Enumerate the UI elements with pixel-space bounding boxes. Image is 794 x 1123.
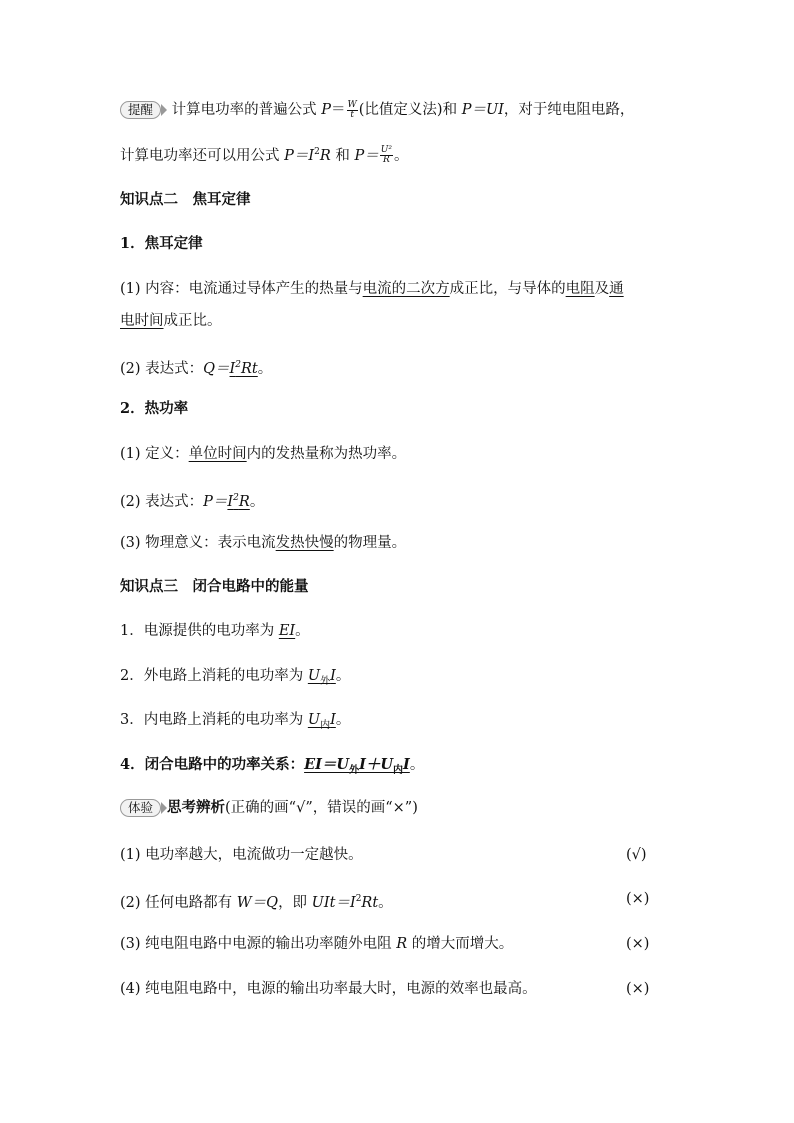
tip-text-e: 和 <box>330 147 355 164</box>
text: 。 <box>257 360 273 377</box>
formula-uit: UIt＝I <box>311 894 356 911</box>
formula-r: R <box>319 147 331 164</box>
exercise-item-3 <box>120 934 513 954</box>
formula-i: I <box>330 668 336 684</box>
tip-line-2 <box>120 142 408 166</box>
exercise-title: 思考辨析 <box>167 799 226 816</box>
tip-text-d: 计算电功率还可以用公式 <box>120 147 285 164</box>
subheading-joule-law: 1．焦耳定律 <box>120 235 203 252</box>
answer-blank <box>304 756 410 776</box>
text: 3．内电路上消耗的电功率为 <box>120 712 308 728</box>
tip-text-c: ，对于纯电阻电路， <box>503 102 635 118</box>
text: (1) 定义： <box>120 446 189 462</box>
subscript: 内 <box>320 719 331 731</box>
answer-mark-3: (×) <box>626 936 650 952</box>
tip-line-1 <box>120 100 634 120</box>
formula-mid: I＋U <box>359 756 394 773</box>
text: 内的发热量称为热功率。 <box>246 446 407 462</box>
text: (2) 表达式： <box>120 360 204 377</box>
formula-sup: 2 <box>314 147 320 157</box>
text: (3) 纯电阻电路中电源的输出功率随外电阻 <box>120 936 397 952</box>
expression-line <box>120 355 272 379</box>
text: 1．电源提供的电功率为 <box>120 623 279 639</box>
text: (2) 表达式： <box>120 493 204 510</box>
list-item-3 <box>120 710 350 736</box>
answer-blank <box>230 361 258 377</box>
text: 。 <box>378 894 393 911</box>
answer-mark-2: (×) <box>626 891 650 907</box>
answer-blank: 通 <box>609 281 624 297</box>
list-item-1 <box>120 621 310 641</box>
fraction-denominator: t <box>350 109 354 120</box>
answer-blank <box>307 668 336 687</box>
exercise-instruction: (正确的画“√”，错误的画“×”) <box>225 800 418 816</box>
formula-p-i2: P＝I <box>284 147 315 164</box>
tip-text-b: (比值定义法)和 <box>358 102 462 118</box>
answer-blank: 电流的二次方 <box>362 281 450 297</box>
answer-blank: 电时间 <box>120 313 164 329</box>
text: (4) 纯电阻电路中，电源的输出功率最大时，电源的效率也最高。 <box>120 981 537 997</box>
fraction-denominator: R <box>382 155 390 166</box>
text: (3) 物理意义：表示电流 <box>120 535 276 551</box>
tip-badge: 提醒 <box>120 101 161 119</box>
text: ，即 <box>278 894 312 911</box>
exercise-header <box>120 798 418 818</box>
text: 4．闭合电路中的功率关系： <box>120 756 305 773</box>
answer-blank: EI <box>278 623 296 639</box>
subscript: 内 <box>393 764 404 776</box>
answer-mark-4: (×) <box>626 981 650 997</box>
formula-p-ui: P＝UI <box>461 102 504 118</box>
text: 的增大而增大。 <box>407 936 514 952</box>
answer-mark-1: (√) <box>626 847 647 863</box>
formula-w-q: W＝Q <box>236 894 279 911</box>
fraction-numerator: U² <box>380 145 392 156</box>
text: 。 <box>409 757 425 773</box>
exercise-badge: 体验 <box>120 799 161 817</box>
answer-blank <box>227 494 249 510</box>
formula-ei: EI＝U <box>304 756 350 773</box>
answer-blank <box>307 712 336 731</box>
fraction-u2-over-r <box>380 146 393 165</box>
formula-rt: Rt <box>241 360 258 377</box>
formula-r: R <box>238 493 250 510</box>
formula-p-eq: P＝ <box>354 147 379 164</box>
text: 成正比，与导体的 <box>449 281 566 297</box>
answer-blank: 电阻 <box>565 281 595 297</box>
formula-u: U <box>307 668 321 684</box>
subscript: 外 <box>320 675 331 687</box>
text: 。 <box>295 623 310 639</box>
formula-i: I <box>330 712 336 728</box>
text: (2) 任何电路都有 <box>120 894 237 911</box>
text: 及 <box>594 281 610 297</box>
heat-expression-line <box>120 488 264 512</box>
subscript: 外 <box>349 764 360 776</box>
formula-sup: 2 <box>355 894 362 904</box>
definition-line <box>120 444 406 464</box>
list-item-2 <box>120 666 350 692</box>
formula-i: I <box>403 756 410 773</box>
text: 成正比。 <box>163 313 222 329</box>
formula-p: P＝ <box>203 493 228 510</box>
text: 。 <box>335 712 351 728</box>
content-line-2 <box>120 311 222 331</box>
meaning-line <box>120 533 406 553</box>
section-heading-2: 知识点二 焦耳定律 <box>120 191 251 208</box>
formula-sup: 2 <box>233 493 239 503</box>
list-item-4 <box>120 755 424 781</box>
formula-i: I <box>227 493 234 510</box>
text: 。 <box>249 493 265 510</box>
exercise-item-2 <box>120 889 393 913</box>
text: 的物理量。 <box>333 535 407 551</box>
text: (1) 电功率越大，电流做功一定越快。 <box>120 847 363 863</box>
formula-q: Q＝ <box>203 360 230 377</box>
exercise-item-1 <box>120 845 363 865</box>
content-line-1 <box>120 279 624 299</box>
formula-eq: ＝ <box>331 102 346 118</box>
answer-blank: 单位时间 <box>188 446 247 462</box>
text: (1) 内容：电流通过导体产生的热量与 <box>120 281 363 297</box>
formula-sup: 2 <box>235 360 242 370</box>
text: 2．外电路上消耗的电功率为 <box>120 668 308 684</box>
subheading-heat-power: 2．热功率 <box>120 400 189 417</box>
fraction-w-over-t <box>347 101 358 120</box>
formula-r: R <box>396 936 408 952</box>
answer-blank: 发热快慢 <box>275 535 334 551</box>
formula-p: P <box>321 102 331 118</box>
section-heading-3: 知识点三 闭合电路中的能量 <box>120 578 309 595</box>
tip-text-f: 。 <box>393 147 409 164</box>
tip-text-a: 计算电功率的普遍公式 <box>171 102 322 118</box>
formula-i: I <box>229 360 236 377</box>
exercise-item-4 <box>120 979 537 999</box>
formula-rt: Rt <box>361 894 379 911</box>
formula-u: U <box>307 712 321 728</box>
text: 。 <box>335 668 351 684</box>
fraction-numerator: W <box>347 99 357 110</box>
